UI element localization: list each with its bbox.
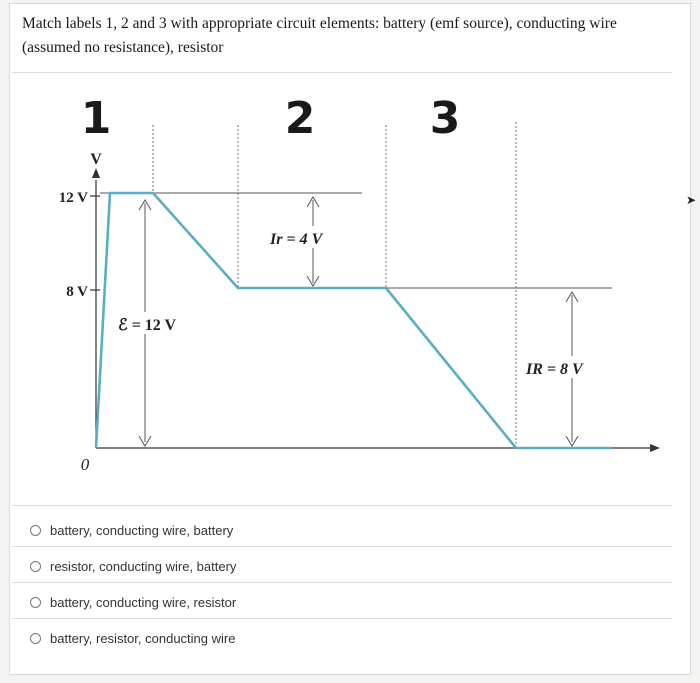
section-label-3: 3 bbox=[429, 93, 461, 144]
divider bbox=[12, 505, 672, 506]
option-2[interactable] bbox=[30, 548, 650, 584]
option-label: battery, resistor, conducting wire bbox=[50, 630, 236, 646]
option-divider bbox=[12, 546, 672, 547]
section-label-1: 1 bbox=[80, 93, 112, 144]
option-4[interactable] bbox=[30, 620, 650, 656]
option-label: resistor, conducting wire, battery bbox=[50, 558, 237, 574]
section-label-2: 2 bbox=[284, 93, 316, 144]
section-separators bbox=[153, 122, 516, 448]
radio-icon[interactable] bbox=[30, 597, 41, 608]
option-3[interactable] bbox=[30, 584, 650, 620]
option-divider bbox=[12, 582, 672, 583]
option-label: battery, conducting wire, resistor bbox=[50, 594, 237, 610]
v-axis-arrowhead bbox=[92, 168, 100, 178]
option-divider bbox=[12, 618, 672, 619]
emf-label: ℰ = 12 V bbox=[118, 317, 177, 334]
radio-icon[interactable] bbox=[30, 633, 41, 644]
radio-icon[interactable] bbox=[30, 525, 41, 536]
option-1[interactable] bbox=[30, 512, 650, 548]
question-text: Match labels 1, 2 and 3 with appropriate circuit elements: battery (emf source), conducting wire (assumed no resistance), resistor bbox=[22, 15, 617, 56]
x-axis-arrowhead bbox=[650, 444, 660, 452]
radio-icon[interactable] bbox=[30, 561, 41, 572]
origin-label: 0 bbox=[80, 455, 90, 474]
v-axis-label: V bbox=[90, 151, 102, 168]
cursor-icon: ➤ bbox=[686, 193, 697, 207]
option-label: battery, conducting wire, battery bbox=[50, 522, 234, 538]
ir-large-label: IR = 8 V bbox=[526, 361, 583, 378]
tick-label-8v: 8 V bbox=[66, 284, 88, 300]
ir-small-label: Ir = 4 V bbox=[270, 231, 323, 248]
tick-label-12v: 12 V bbox=[58, 190, 88, 206]
answer-options bbox=[30, 512, 650, 656]
